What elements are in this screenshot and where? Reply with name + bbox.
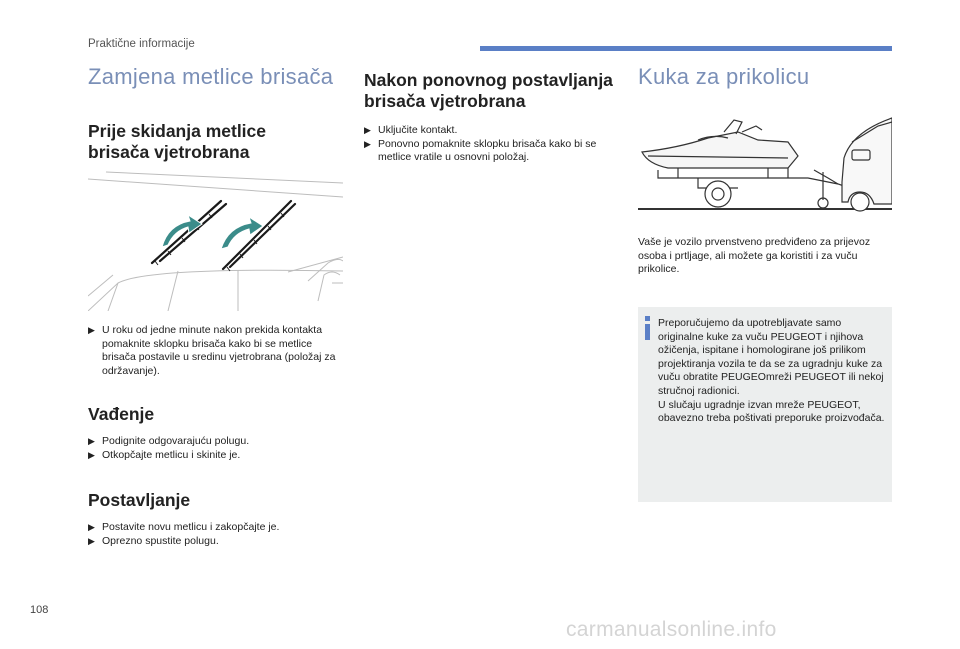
arrow-marker-icon: ▶ [88, 325, 95, 335]
removal-steps [88, 435, 343, 462]
info-box [638, 307, 892, 502]
arrow-marker-icon: ▶ [88, 436, 95, 446]
header-section-label: Praktične informacije [88, 38, 195, 50]
step-text: Oprezno spustite polugu. [102, 534, 219, 547]
heading-line: brisača vjetrobrana [364, 91, 526, 111]
step-text: Podignite odgovarajuću polugu. [102, 435, 250, 447]
arrow-marker-icon: ▶ [88, 535, 95, 546]
step-text: Postavite novu metlicu i zakopčajte je. [102, 521, 280, 533]
footer-watermark: carmanualsonline.info [566, 618, 777, 641]
page-title: Zamjena metlice brisača [88, 64, 334, 89]
list-item [364, 124, 620, 138]
heading-line: brisača vjetrobrana [88, 142, 250, 162]
info-icon [642, 316, 654, 340]
windshield-wipers-illustration [88, 171, 343, 311]
middle-column [364, 64, 620, 165]
arrow-marker-icon: ▶ [88, 449, 95, 460]
installation-steps [88, 521, 343, 548]
list-item [88, 435, 343, 449]
after-installation-steps [364, 124, 620, 165]
list-item [88, 449, 343, 463]
step-text: Uključite kontakt. [378, 124, 458, 136]
heading-line: Prije skidanja metlice [88, 121, 267, 141]
trailer-towing-illustration [638, 112, 892, 212]
heading-line: Nakon ponovnog postavljanja [364, 70, 613, 90]
info-text: Preporučujemo da upotrebljavate samo originalne kuke za vuču PEUGEOT i njihova ožičenja, ispitane i homologirane još prilikom projektiranja vozila te da se za ugradnju kuke za vuču obratite PEUGEOmreži PEUGEOT ili nekoj stručnoj radionici. U slučaju ugradnje izvan mreže PEUGEOT, obavezno treba poštivati preporuke proizvođača. [658, 317, 885, 425]
page-number: 108 [30, 604, 49, 616]
section-title-towbar: Kuka za prikolicu [638, 64, 810, 89]
right-column [638, 64, 892, 277]
step-text: Otkopčajte metlicu i skinite je. [102, 448, 241, 461]
arrow-marker-icon: ▶ [364, 125, 371, 135]
left-column [88, 64, 343, 548]
towing-intro-paragraph: Vaše je vozilo prvenstveno predviđeno za prijevoz osoba i prtljage, ali možete ga koristiti i za vuču prikolice. [638, 236, 871, 275]
list-item [88, 535, 343, 549]
step-text: Ponovno pomaknite sklopku brisača kako bi se metlice vratile u osnovni položaj. [378, 137, 597, 163]
list-item [88, 521, 343, 535]
section-heading-after-installation [364, 70, 620, 112]
list-item [364, 138, 620, 165]
section-heading-before-removal [88, 121, 343, 163]
before-removal-steps [88, 324, 343, 378]
arrow-marker-icon: ▶ [364, 138, 371, 149]
arrow-marker-icon: ▶ [88, 522, 95, 532]
list-item [88, 324, 343, 378]
section-heading-removal: Vađenje [88, 404, 155, 424]
step-text: U roku od jedne minute nakon prekida kontakta pomaknite sklopku brisača kako bi se metlice brisača postavile u sredinu vjetrobrana (položaj za održavanje). [102, 324, 336, 377]
header-accent-bar [480, 46, 892, 51]
section-heading-installation: Postavljanje [88, 490, 191, 510]
